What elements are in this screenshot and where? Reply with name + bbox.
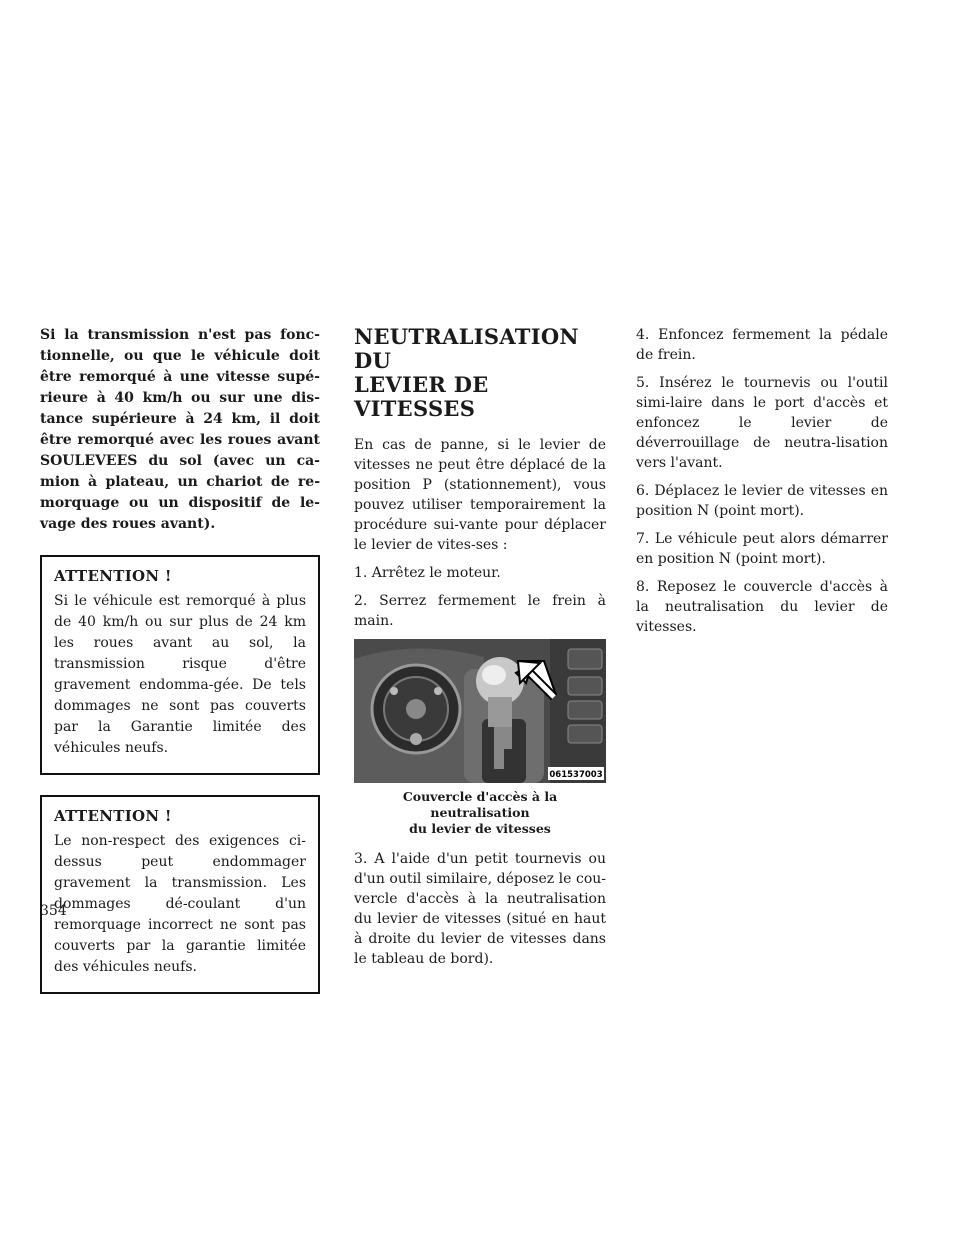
- page-number: 354: [40, 903, 67, 919]
- warning-text: Le non-respect des exigences ci-dessus peut endommager gravement la transmission. Les dommages dé-coulant d'un remorquage incorrect ne sont pas couverts par la garantie limitée des véhicules neufs.: [54, 833, 306, 975]
- shifter-photo: [354, 639, 606, 783]
- section-title-line2: LEVIER DE VITESSES: [354, 372, 489, 421]
- figure-caption-line1: Couvercle d'accès à la neutralisation: [402, 789, 558, 820]
- warning-box-1: [40, 555, 320, 775]
- warning-title: ATTENTION !: [54, 567, 172, 585]
- step-8: 8. Reposez le couvercle d'accès à la neutralisation du levier de vitesses.: [636, 579, 888, 635]
- towing-intro: Si la transmission n'est pas fonc-tionnelle, ou que le véhicule doit être remorqué à une vitesse supé-rieure à 40 km/h ou sur une dis-tance supérieure à 24 km, il doit être remorqué avec les roues avant SOULEVEES du sol (avec un ca-mion à plateau, un chariot de re-morquage ou un dispositif de le-vage des roues avant).: [40, 327, 320, 532]
- step-1: 1. Arrêtez le moteur.: [354, 565, 501, 581]
- step-5: 5. Insérez le tournevis ou l'outil simi-laire dans le port d'accès et enfoncez le levier de déverrouillage de neutra-lisation vers l'avant.: [636, 375, 888, 471]
- left-column: [40, 325, 320, 994]
- step-7: 7. Le véhicule peut alors démarrer en position N (point mort).: [636, 531, 888, 567]
- step-3: 3. A l'aide d'un petit tournevis ou d'un outil similaire, déposez le cou-vercle d'accès à la neutralisation du levier de vitesses (situé en haut à droite du levier de vitesses dans le tableau de bord).: [354, 851, 606, 967]
- step-6: 6. Déplacez le levier de vitesses en position N (point mort).: [636, 483, 888, 519]
- step-2: 2. Serrez fermement le frein à main.: [354, 593, 606, 629]
- warning-box-2: [40, 795, 320, 994]
- section-title: [354, 325, 606, 421]
- figure-code: 061537003: [549, 770, 603, 780]
- step-4: 4. Enfoncez fermement la pédale de frein.: [636, 327, 888, 363]
- right-column: [636, 325, 888, 645]
- middle-column: [354, 325, 606, 977]
- figure-caption-line2: du levier de vitesses: [409, 821, 551, 836]
- section-intro: En cas de panne, si le levier de vitesses ne peut être déplacé de la position P (stationnement), vous pouvez utiliser temporairement la procédure sui-vante pour déplacer le levier de vites-ses :: [354, 437, 606, 553]
- shifter-illustration: [354, 639, 606, 783]
- warning-title: ATTENTION !: [54, 807, 172, 825]
- warning-text: Si le véhicule est remorqué à plus de 40 km/h ou sur plus de 24 km les roues avant au sol, la transmission risque d'être gravement endomma-gée. De tels dommages ne sont pas couverts par la Garantie limitée des véhicules neufs.: [54, 593, 306, 756]
- figure-caption: [354, 789, 606, 837]
- section-title-line1: NEUTRALISATION DU: [354, 324, 579, 373]
